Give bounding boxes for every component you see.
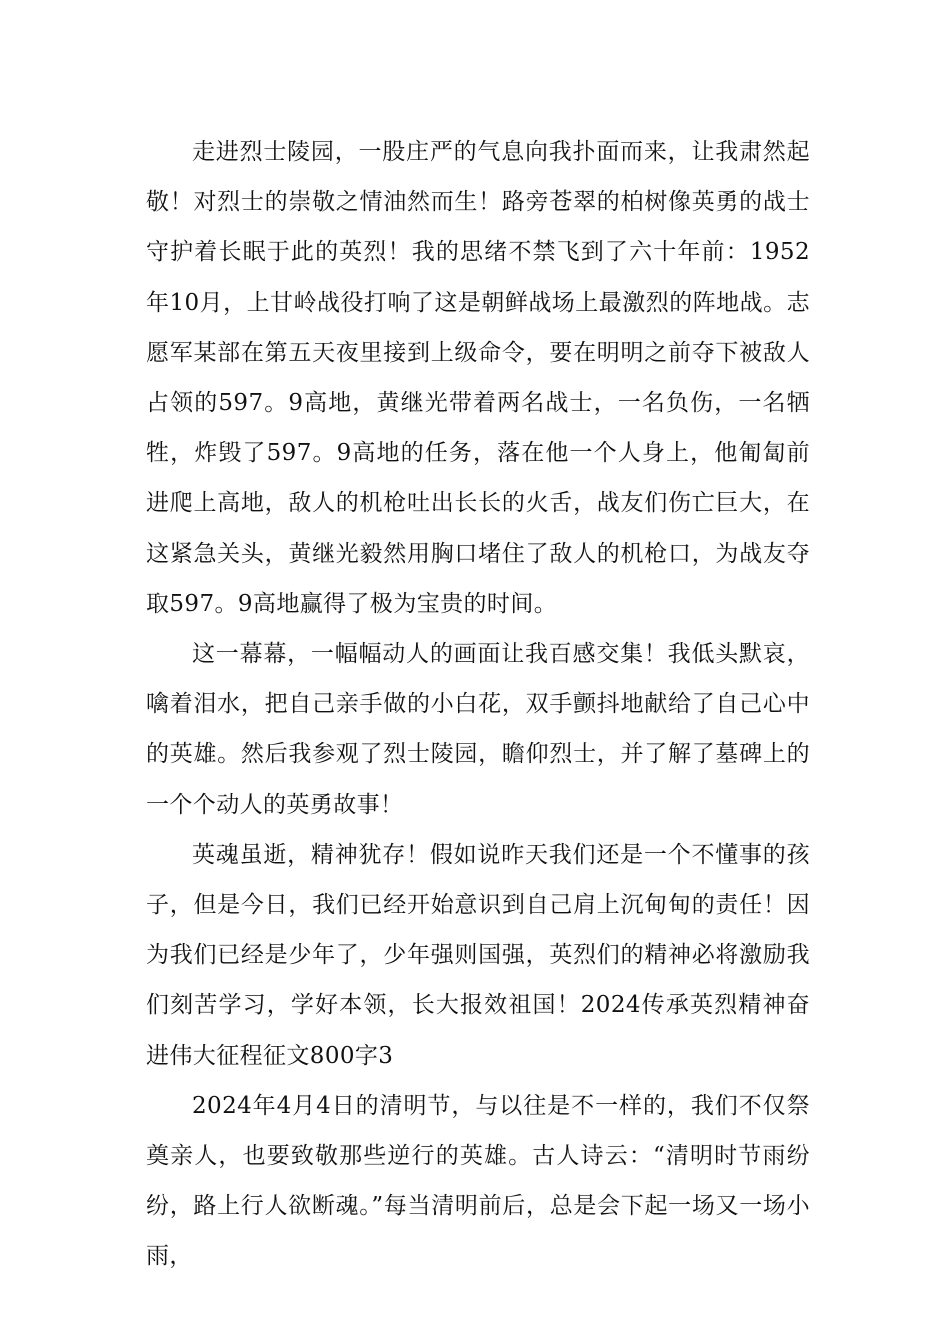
paragraph-4: 2024年4月4日的清明节，与以往是不一样的，我们不仅祭奠亲人，也要致敬那些逆行的英雄。古人诗云：“清明时节雨纷纷，路上行人欲断魂。”每当清明前后，总是会下起一场又一场小雨， xyxy=(146,1092,810,1270)
paragraph-3: 英魂虽逝，精神犹存！假如说昨天我们还是一个不懂事的孩子，但是今日，我们已经开始意识到自己肩上沉甸甸的责任！因为我们已经是少年了，少年强则国强，英烈们的精神必将激励我们刻苦学习，学好本领，长大报效祖国！2024传承英烈精神奋进伟大征程征文800字3 xyxy=(146,841,810,1069)
paragraph-2: 这一幕幕，一幅幅动人的画面让我百感交集！我低头默哀，噙着泪水，把自己亲手做的小白花，双手颤抖地献给了自己心中的英雄。然后我参观了烈士陵园，瞻仰烈士，并了解了墓碑上的一个个动人的英勇故事！ xyxy=(146,641,810,818)
paragraph-1: 走进烈士陵园，一股庄严的气息向我扑面而来，让我肃然起敬！对烈士的崇敬之情油然而生！路旁苍翠的柏树像英勇的战士守护着长眠于此的英烈！我的思绪不禁飞到了六十年前：1952年10月，上甘岭战役打响了这是朝鲜战场上最激烈的阵地战。志愿军某部在第五天夜里接到上级命令，要在明明之前夺下被敌人占领的597。9高地，黄继光带着两名战士，一名负伤，一名牺牲，炸毁了597。9高地的任务，落在他一个人身上，他匍匐前进爬上高地，敌人的机枪吐出长长的火舌，战友们伤亡巨大，在这紧急关头，黄继光毅然用胸口堵住了敌人的机枪口，为战友夺取597。9高地赢得了极为宝贵的时间。 xyxy=(146,139,810,617)
document-body xyxy=(146,127,810,1282)
